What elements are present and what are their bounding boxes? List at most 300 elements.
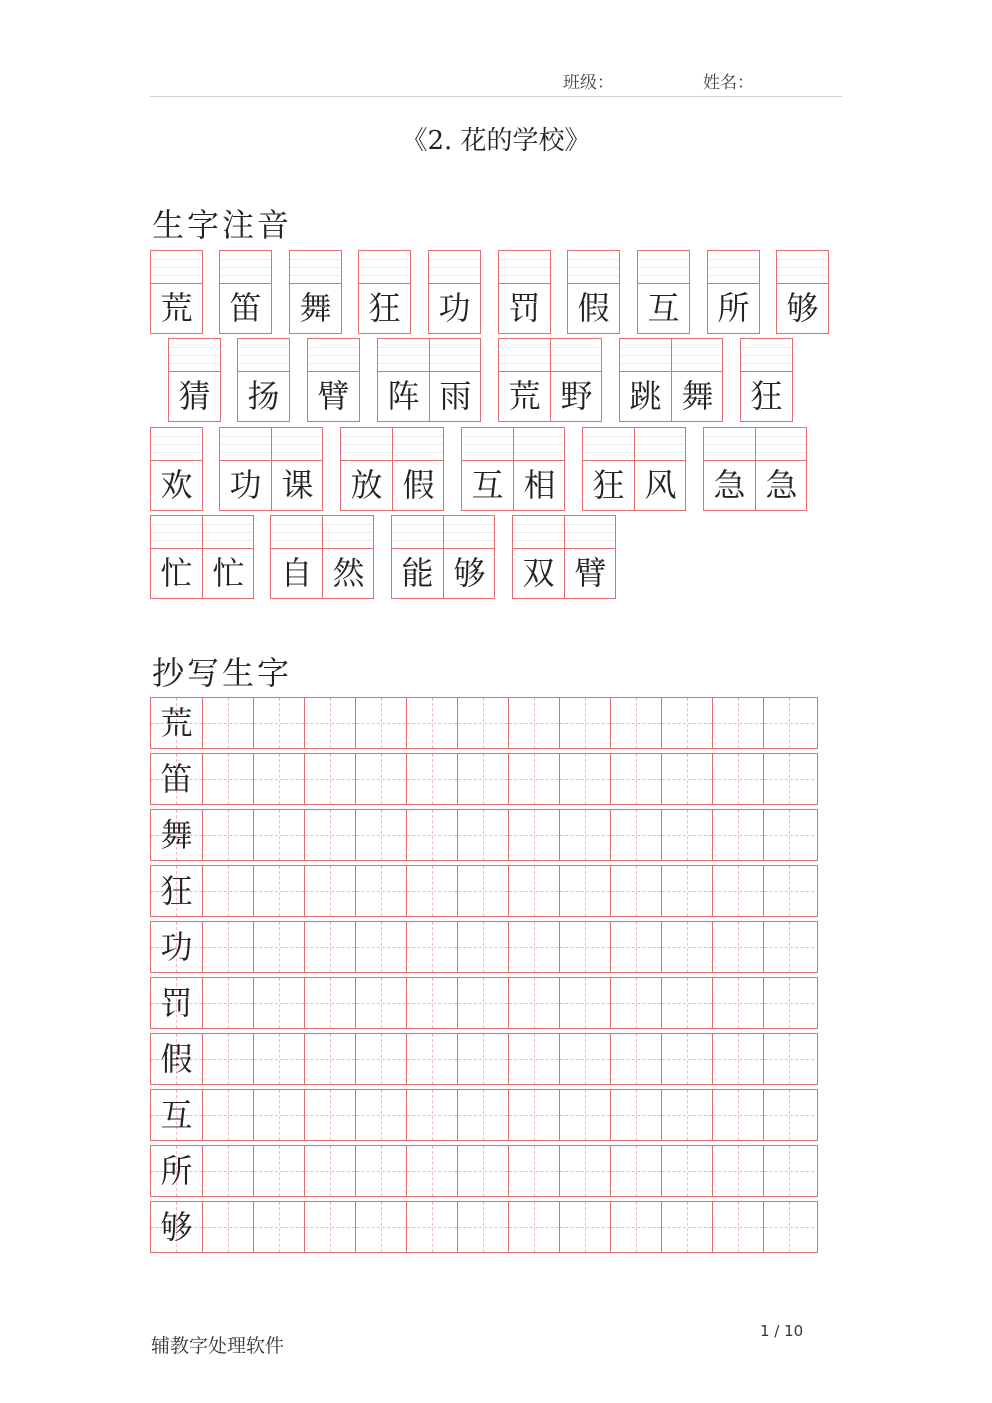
character-cell: 欢	[160, 466, 193, 504]
writing-cell[interactable]	[610, 810, 661, 860]
guide-line-vertical	[636, 754, 637, 804]
copy-row	[150, 1033, 818, 1085]
pinyin-box	[428, 250, 481, 334]
guide-line-vertical	[381, 978, 382, 1028]
writing-cell[interactable]	[253, 866, 304, 916]
character-cell: 臂	[317, 377, 350, 415]
writing-cell[interactable]	[457, 810, 508, 860]
name-label: 姓名：	[703, 73, 754, 93]
guide-line-vertical	[738, 978, 739, 1028]
character-cell: 荒	[508, 377, 541, 415]
pinyin-writing-lines[interactable]	[429, 251, 480, 284]
guide-line-vertical	[585, 754, 586, 804]
model-cell	[151, 754, 202, 804]
pinyin-writing-lines[interactable]	[169, 339, 220, 372]
guide-line-vertical	[228, 922, 229, 972]
writing-cell[interactable]	[202, 810, 253, 860]
model-character: 笛	[160, 760, 193, 798]
pinyin-writing-lines[interactable]	[620, 339, 722, 372]
writing-cell[interactable]	[457, 1146, 508, 1196]
pinyin-writing-lines[interactable]	[378, 339, 480, 372]
guide-line-vertical	[534, 1090, 535, 1140]
pinyin-writing-lines[interactable]	[151, 251, 202, 284]
guide-line-vertical	[228, 754, 229, 804]
writing-cell[interactable]	[253, 978, 304, 1028]
writing-cell[interactable]	[355, 1090, 406, 1140]
writing-cell[interactable]	[457, 1202, 508, 1252]
writing-cell[interactable]	[661, 810, 712, 860]
guide-line-vertical	[534, 1146, 535, 1196]
writing-cell[interactable]	[712, 810, 763, 860]
writing-cell[interactable]	[559, 810, 610, 860]
writing-cell[interactable]	[559, 1034, 610, 1084]
writing-cell[interactable]	[610, 1146, 661, 1196]
writing-cell[interactable]	[763, 978, 814, 1028]
writing-cell[interactable]	[355, 1202, 406, 1252]
pinyin-box	[358, 250, 411, 334]
writing-cell[interactable]	[661, 1090, 712, 1140]
model-character: 狂	[160, 872, 193, 910]
pinyin-writing-lines[interactable]	[462, 428, 564, 461]
writing-cell[interactable]	[406, 866, 457, 916]
writing-cell[interactable]	[661, 978, 712, 1028]
copy-row	[150, 865, 818, 917]
pinyin-writing-lines[interactable]	[341, 428, 443, 461]
model-character: 假	[160, 1040, 193, 1078]
writing-cell[interactable]	[610, 1090, 661, 1140]
writing-cell[interactable]	[406, 922, 457, 972]
writing-cell[interactable]	[763, 922, 814, 972]
pinyin-writing-lines[interactable]	[777, 251, 828, 284]
writing-cell[interactable]	[661, 698, 712, 748]
pinyin-box	[619, 338, 723, 422]
character-cell: 忙	[202, 548, 254, 598]
pinyin-writing-lines[interactable]	[499, 251, 550, 284]
writing-cell[interactable]	[304, 866, 355, 916]
writing-cell[interactable]	[763, 1202, 814, 1252]
character-cell: 野	[550, 371, 602, 421]
writing-cell[interactable]	[457, 754, 508, 804]
writing-cell[interactable]	[406, 754, 457, 804]
pinyin-writing-lines[interactable]	[271, 516, 373, 549]
footer-software-name: 辅教字处理软件	[151, 1335, 285, 1357]
pinyin-writing-lines[interactable]	[308, 339, 359, 372]
writing-cell[interactable]	[304, 1146, 355, 1196]
guide-line-vertical	[738, 754, 739, 804]
guide-line-vertical	[330, 754, 331, 804]
writing-cell[interactable]	[253, 1034, 304, 1084]
guide-line-vertical	[432, 866, 433, 916]
guide-line-vertical	[228, 866, 229, 916]
writing-cell[interactable]	[457, 1090, 508, 1140]
guide-line-vertical	[738, 698, 739, 748]
copy-row	[150, 1089, 818, 1141]
writing-cell[interactable]	[406, 1034, 457, 1084]
writing-cell[interactable]	[253, 1090, 304, 1140]
writing-cell[interactable]	[355, 810, 406, 860]
character-cell: 能	[401, 554, 434, 592]
pinyin-box	[498, 250, 551, 334]
pinyin-writing-lines[interactable]	[238, 339, 289, 372]
pinyin-writing-lines[interactable]	[638, 251, 689, 284]
writing-cell[interactable]	[712, 866, 763, 916]
writing-cell[interactable]	[253, 1146, 304, 1196]
writing-cell[interactable]	[763, 1146, 814, 1196]
writing-cell[interactable]	[610, 754, 661, 804]
writing-cell[interactable]	[763, 866, 814, 916]
writing-cell[interactable]	[355, 754, 406, 804]
guide-line-vertical	[279, 866, 280, 916]
pinyin-writing-lines[interactable]	[392, 516, 494, 549]
character-cell: 双	[522, 554, 555, 592]
guide-line-vertical	[636, 1202, 637, 1252]
guide-line-vertical	[687, 1034, 688, 1084]
pinyin-box	[776, 250, 829, 334]
guide-line-vertical	[636, 922, 637, 972]
character-cell: 忙	[160, 554, 193, 592]
writing-cell[interactable]	[559, 1090, 610, 1140]
writing-cell[interactable]	[253, 754, 304, 804]
writing-cell[interactable]	[202, 866, 253, 916]
writing-cell[interactable]	[712, 1146, 763, 1196]
writing-cell[interactable]	[661, 866, 712, 916]
guide-line-vertical	[585, 698, 586, 748]
character-cell: 舞	[671, 371, 723, 421]
guide-line-vertical	[228, 698, 229, 748]
pinyin-box	[377, 338, 481, 422]
guide-line-vertical	[789, 978, 790, 1028]
writing-cell[interactable]	[763, 810, 814, 860]
guide-line-vertical	[534, 1202, 535, 1252]
writing-cell[interactable]	[508, 698, 559, 748]
character-cell: 猜	[178, 377, 211, 415]
guide-line-vertical	[483, 810, 484, 860]
pinyin-writing-lines[interactable]	[151, 428, 202, 461]
writing-cell[interactable]	[253, 698, 304, 748]
guide-line-vertical	[687, 866, 688, 916]
pinyin-writing-lines[interactable]	[151, 516, 253, 549]
header-divider	[150, 96, 842, 97]
guide-line-vertical	[381, 698, 382, 748]
writing-cell[interactable]	[355, 698, 406, 748]
writing-cell[interactable]	[457, 978, 508, 1028]
writing-cell[interactable]	[661, 922, 712, 972]
writing-cell[interactable]	[508, 866, 559, 916]
character-cell: 然	[322, 548, 374, 598]
writing-cell[interactable]	[508, 754, 559, 804]
guide-line-vertical	[330, 866, 331, 916]
writing-cell[interactable]	[457, 866, 508, 916]
writing-cell[interactable]	[508, 1090, 559, 1140]
pinyin-writing-lines[interactable]	[290, 251, 341, 284]
writing-cell[interactable]	[304, 1202, 355, 1252]
writing-cell[interactable]	[202, 1146, 253, 1196]
writing-cell[interactable]	[202, 978, 253, 1028]
writing-cell[interactable]	[508, 1202, 559, 1252]
writing-cell[interactable]	[406, 978, 457, 1028]
guide-line-vertical	[738, 1090, 739, 1140]
writing-cell[interactable]	[559, 1202, 610, 1252]
character-cell: 狂	[368, 289, 401, 327]
guide-line-vertical	[687, 978, 688, 1028]
writing-cell[interactable]	[304, 754, 355, 804]
writing-cell[interactable]	[304, 978, 355, 1028]
pinyin-writing-lines[interactable]	[708, 251, 759, 284]
copy-row	[150, 977, 818, 1029]
writing-cell[interactable]	[202, 698, 253, 748]
guide-line-vertical	[381, 1034, 382, 1084]
model-character: 舞	[160, 816, 193, 854]
pinyin-box	[219, 427, 323, 511]
guide-line-vertical	[585, 978, 586, 1028]
writing-cell[interactable]	[712, 922, 763, 972]
character-cell: 互	[647, 289, 680, 327]
pinyin-box	[307, 338, 360, 422]
guide-line-vertical	[789, 1034, 790, 1084]
guide-line-vertical	[432, 922, 433, 972]
writing-cell[interactable]	[559, 922, 610, 972]
writing-cell[interactable]	[661, 754, 712, 804]
pinyin-box	[150, 427, 203, 511]
pinyin-writing-lines[interactable]	[220, 428, 322, 461]
writing-cell[interactable]	[202, 754, 253, 804]
guide-line-vertical	[789, 1090, 790, 1140]
character-cell: 罚	[508, 289, 541, 327]
writing-cell[interactable]	[457, 1034, 508, 1084]
writing-cell[interactable]	[508, 810, 559, 860]
pinyin-box	[582, 427, 686, 511]
guide-line-vertical	[228, 1090, 229, 1140]
guide-line-vertical	[330, 1202, 331, 1252]
writing-cell[interactable]	[202, 1034, 253, 1084]
writing-cell[interactable]	[406, 1202, 457, 1252]
page-title: 《2. 花的学校》	[401, 126, 591, 156]
guide-line-vertical	[534, 978, 535, 1028]
guide-line-vertical	[381, 810, 382, 860]
guide-line-vertical	[687, 754, 688, 804]
pinyin-box	[219, 250, 272, 334]
pinyin-box	[512, 515, 616, 599]
writing-cell[interactable]	[559, 698, 610, 748]
guide-line-vertical	[534, 1034, 535, 1084]
guide-line-vertical	[279, 1034, 280, 1084]
guide-line-vertical	[585, 810, 586, 860]
pinyin-writing-lines[interactable]	[499, 339, 601, 372]
writing-cell[interactable]	[253, 810, 304, 860]
character-cell: 舞	[299, 289, 332, 327]
character-cell: 急	[755, 460, 807, 510]
writing-cell[interactable]	[304, 922, 355, 972]
writing-cell[interactable]	[202, 1090, 253, 1140]
character-cell: 臂	[564, 548, 616, 598]
model-cell	[151, 978, 202, 1028]
pinyin-box	[150, 515, 254, 599]
guide-line-vertical	[483, 754, 484, 804]
writing-cell[interactable]	[661, 1146, 712, 1196]
writing-cell[interactable]	[304, 1090, 355, 1140]
guide-line-vertical	[330, 1090, 331, 1140]
model-cell	[151, 866, 202, 916]
copy-row	[150, 809, 818, 861]
guide-line-vertical	[687, 1090, 688, 1140]
character-cell: 功	[438, 289, 471, 327]
writing-cell[interactable]	[508, 1034, 559, 1084]
guide-line-vertical	[330, 922, 331, 972]
writing-cell[interactable]	[610, 866, 661, 916]
character-cell: 所	[717, 289, 750, 327]
copy-row	[150, 1201, 818, 1253]
guide-line-vertical	[738, 1034, 739, 1084]
writing-cell[interactable]	[610, 978, 661, 1028]
pinyin-writing-lines[interactable]	[704, 428, 806, 461]
writing-cell[interactable]	[763, 698, 814, 748]
guide-line-vertical	[279, 922, 280, 972]
guide-line-vertical	[534, 754, 535, 804]
writing-cell[interactable]	[406, 810, 457, 860]
writing-cell[interactable]	[712, 1034, 763, 1084]
writing-cell[interactable]	[406, 698, 457, 748]
model-character: 功	[160, 928, 193, 966]
pinyin-box	[270, 515, 374, 599]
writing-cell[interactable]	[610, 1202, 661, 1252]
writing-cell[interactable]	[355, 922, 406, 972]
writing-cell[interactable]	[304, 1034, 355, 1084]
writing-cell[interactable]	[712, 754, 763, 804]
writing-cell[interactable]	[202, 922, 253, 972]
guide-line-vertical	[738, 810, 739, 860]
copy-row	[150, 921, 818, 973]
guide-line-vertical	[738, 922, 739, 972]
writing-cell[interactable]	[508, 978, 559, 1028]
writing-cell[interactable]	[253, 922, 304, 972]
guide-line-vertical	[432, 754, 433, 804]
pinyin-box	[237, 338, 290, 422]
pinyin-writing-lines[interactable]	[359, 251, 410, 284]
guide-line-vertical	[636, 978, 637, 1028]
guide-line-vertical	[585, 866, 586, 916]
writing-cell[interactable]	[712, 1090, 763, 1140]
guide-line-vertical	[279, 810, 280, 860]
guide-line-vertical	[228, 1034, 229, 1084]
pinyin-writing-lines[interactable]	[220, 251, 271, 284]
guide-line-vertical	[789, 754, 790, 804]
writing-cell[interactable]	[457, 698, 508, 748]
guide-line-vertical	[636, 1090, 637, 1140]
writing-cell[interactable]	[253, 1202, 304, 1252]
model-cell	[151, 810, 202, 860]
writing-cell[interactable]	[712, 978, 763, 1028]
writing-cell[interactable]	[304, 810, 355, 860]
writing-cell[interactable]	[559, 1146, 610, 1196]
guide-line-vertical	[687, 698, 688, 748]
guide-line-vertical	[636, 810, 637, 860]
writing-cell[interactable]	[661, 1034, 712, 1084]
writing-cell[interactable]	[712, 1202, 763, 1252]
pinyin-writing-lines[interactable]	[741, 339, 792, 372]
writing-cell[interactable]	[508, 922, 559, 972]
guide-line-vertical	[483, 698, 484, 748]
character-cell: 相	[513, 460, 565, 510]
writing-cell[interactable]	[457, 922, 508, 972]
writing-cell[interactable]	[661, 1202, 712, 1252]
writing-cell[interactable]	[712, 698, 763, 748]
writing-cell[interactable]	[559, 754, 610, 804]
copy-row	[150, 1145, 818, 1197]
character-cell: 假	[392, 460, 444, 510]
writing-cell[interactable]	[763, 1034, 814, 1084]
writing-cell[interactable]	[508, 1146, 559, 1196]
guide-line-vertical	[789, 1202, 790, 1252]
guide-line-vertical	[738, 1202, 739, 1252]
guide-line-vertical	[789, 1146, 790, 1196]
writing-cell[interactable]	[406, 1146, 457, 1196]
guide-line-vertical	[534, 698, 535, 748]
character-cell: 风	[634, 460, 686, 510]
pinyin-writing-lines[interactable]	[513, 516, 615, 549]
writing-cell[interactable]	[202, 1202, 253, 1252]
writing-cell[interactable]	[355, 1146, 406, 1196]
writing-cell[interactable]	[355, 978, 406, 1028]
guide-line-vertical	[483, 978, 484, 1028]
writing-cell[interactable]	[610, 1034, 661, 1084]
writing-cell[interactable]	[610, 922, 661, 972]
pinyin-box	[340, 427, 444, 511]
character-cell: 跳	[629, 377, 662, 415]
guide-line-vertical	[432, 698, 433, 748]
guide-line-vertical	[432, 1202, 433, 1252]
pinyin-box	[168, 338, 221, 422]
guide-line-vertical	[432, 1034, 433, 1084]
character-cell: 笛	[229, 289, 262, 327]
character-cell: 荒	[160, 289, 193, 327]
character-cell: 狂	[592, 466, 625, 504]
character-cell: 功	[229, 466, 262, 504]
writing-cell[interactable]	[304, 698, 355, 748]
pinyin-box	[703, 427, 807, 511]
writing-cell[interactable]	[355, 1034, 406, 1084]
writing-cell[interactable]	[763, 1090, 814, 1140]
guide-line-vertical	[330, 810, 331, 860]
character-cell: 雨	[429, 371, 481, 421]
character-cell: 放	[350, 466, 383, 504]
character-cell: 假	[577, 289, 610, 327]
guide-line-vertical	[789, 922, 790, 972]
model-character: 所	[160, 1152, 193, 1190]
guide-line-vertical	[585, 922, 586, 972]
guide-line-vertical	[279, 978, 280, 1028]
guide-line-vertical	[585, 1146, 586, 1196]
guide-line-vertical	[789, 698, 790, 748]
model-character: 够	[160, 1208, 193, 1246]
writing-cell[interactable]	[355, 866, 406, 916]
writing-cell[interactable]	[763, 754, 814, 804]
writing-cell[interactable]	[559, 978, 610, 1028]
pinyin-writing-lines[interactable]	[583, 428, 685, 461]
character-cell: 阵	[387, 377, 420, 415]
guide-line-vertical	[636, 866, 637, 916]
pinyin-writing-lines[interactable]	[568, 251, 619, 284]
guide-line-vertical	[381, 866, 382, 916]
writing-cell[interactable]	[610, 698, 661, 748]
guide-line-vertical	[585, 1090, 586, 1140]
model-character: 互	[160, 1096, 193, 1134]
guide-line-vertical	[330, 698, 331, 748]
guide-line-vertical	[432, 1146, 433, 1196]
writing-cell[interactable]	[559, 866, 610, 916]
writing-cell[interactable]	[406, 1090, 457, 1140]
guide-line-vertical	[432, 978, 433, 1028]
guide-line-vertical	[687, 1146, 688, 1196]
